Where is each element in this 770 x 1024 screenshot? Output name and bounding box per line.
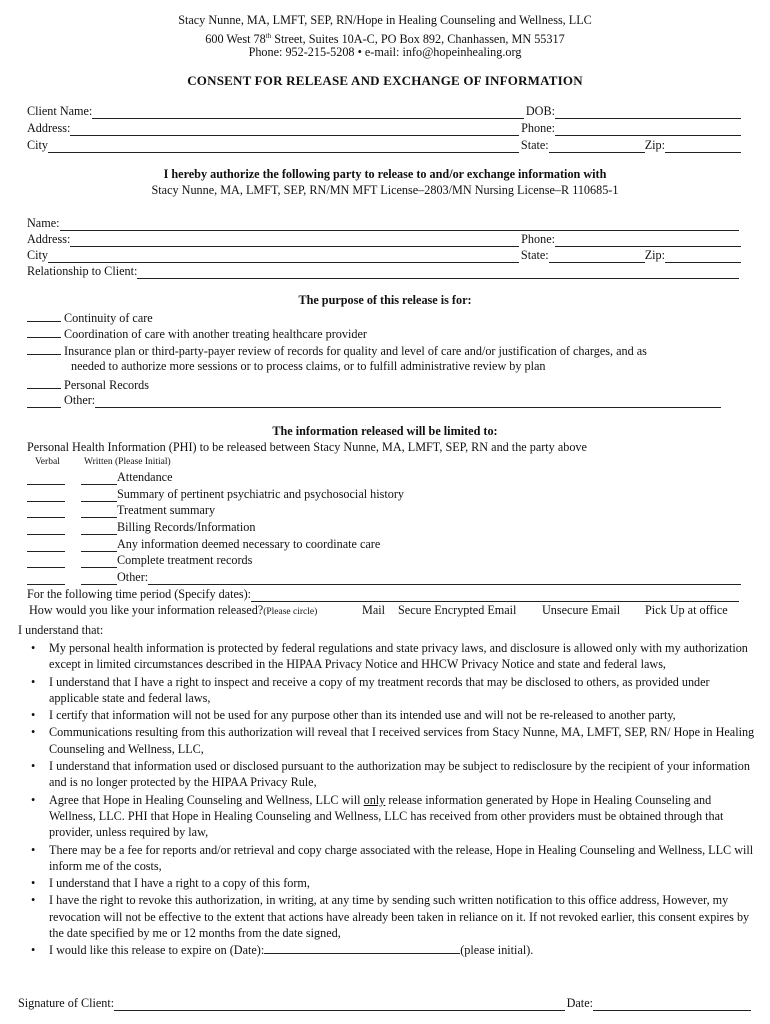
purpose-item-label: Continuity of care <box>64 311 153 325</box>
party-zip-label: Zip: <box>644 248 665 262</box>
form-title: CONSENT FOR RELEASE AND EXCHANGE OF INFORMATION <box>187 73 583 88</box>
understand-item-text: I understand that I have a right to inspect and receive a copy of my treatment records that may be disclosed to others, as provided under applicable state and federal laws, <box>49 674 710 705</box>
party-state-field[interactable] <box>549 250 645 263</box>
party-city-field[interactable] <box>48 250 519 263</box>
verbal-initial-blank[interactable] <box>27 573 65 585</box>
verbal-initial-blank[interactable] <box>27 556 65 568</box>
party-city-row <box>27 247 741 263</box>
understand-item: • I have the right to revoke this authorization, in writing, at any time by sending such written notification to this office address, However, my revocation will not be effective to the extent that actions have already been taken in reliance on it. If not revoked earlier, this consent expires by the date specified by me or 12 months from the date signed, <box>31 893 750 941</box>
client-address-row <box>27 120 741 136</box>
verbal-initial-blank[interactable] <box>27 490 65 502</box>
party-phone-field[interactable] <box>555 234 741 247</box>
purpose-item-label: Coordination of care with another treating healthcare provider <box>64 327 367 341</box>
purpose-item-label: Insurance plan or third-party-payer review of records for quality and level of care and/or justification of charges, and as <box>64 344 647 358</box>
release-method-question <box>29 603 317 618</box>
header-contact: Phone: 952-215-5208 • e-mail: info@hopeinhealing.org <box>248 45 522 59</box>
purpose-check-blank[interactable] <box>27 396 61 408</box>
time-period-field[interactable] <box>251 589 739 602</box>
understand-list <box>27 640 757 960</box>
party-address-row <box>27 231 741 247</box>
purpose-heading: The purpose of this release is for: <box>298 293 472 307</box>
party-name-field[interactable] <box>60 218 740 231</box>
party-address-label: Address: <box>27 232 71 246</box>
purpose-item <box>27 377 149 393</box>
understand-item: • I certify that information will not be used for any purpose other than its intended use and will not be re-released to another party, <box>31 708 676 723</box>
signature-field[interactable] <box>114 998 564 1011</box>
limited-item-label: Treatment summary <box>117 503 216 517</box>
verbal-initial-blank[interactable] <box>27 506 65 518</box>
header-address-post: Street, Suites 10A-C, PO Box 892, Chanhassen, MN 55317 <box>271 32 565 47</box>
limited-item-label: Complete treatment records <box>117 553 253 567</box>
relationship-field[interactable] <box>137 266 739 279</box>
option-unsecure-email[interactable]: Unsecure Email <box>542 603 621 617</box>
limited-item <box>27 570 741 585</box>
understand-item-text: Agree that Hope in Healing Counseling and Wellness, LLC will <box>49 792 364 807</box>
limited-item <box>27 503 215 518</box>
purpose-check-blank[interactable] <box>27 377 61 389</box>
client-address-label: Address: <box>27 121 71 135</box>
written-initial-blank[interactable] <box>81 523 117 535</box>
party-zip-field[interactable] <box>665 250 741 263</box>
release-method-note: (Please circle) <box>263 607 318 617</box>
purpose-item <box>27 343 647 359</box>
client-state-label: State: <box>520 138 549 152</box>
option-pick-up[interactable]: Pick Up at office <box>645 603 728 617</box>
party-state-label: State: <box>520 248 549 262</box>
signature-label: Signature of Client: <box>18 996 115 1010</box>
header-practice-name: Stacy Nunne, MA, LMFT, SEP, RN/Hope in Healing Counseling and Wellness, LLC <box>178 13 592 27</box>
understand-item: • I understand that I have a right to a copy of this form, <box>31 876 310 891</box>
purpose-item-continuation: needed to authorize more sessions or to process claims, or to fulfill administrative review by plan <box>71 359 546 373</box>
verbal-column-header: Verbal <box>35 457 60 467</box>
client-name-field[interactable] <box>92 106 524 119</box>
client-zip-label: Zip: <box>644 138 665 152</box>
header-address-pre: 600 West 78 <box>205 32 266 47</box>
dob-field[interactable] <box>555 106 741 119</box>
client-phone-field[interactable] <box>555 123 741 136</box>
understand-item: • Agree that Hope in Healing Counseling and Wellness, LLC will only release information generated by Hope in Healing Counseling and Wellness, LLC. PHI that Hope in Healing Counseling and Wellness, LLC has received from other providers must be obtained through that provider, unless required by law, <box>31 792 724 840</box>
verbal-initial-blank[interactable] <box>27 473 65 485</box>
purpose-other-label: Other: <box>64 393 96 407</box>
understand-item: • I understand that I have a right to inspect and receive a copy of my treatment records that may be disclosed to others, as provided under applicable state and federal laws, <box>31 674 710 705</box>
understand-item: • There may be a fee for reports and/or retrieval and copy charge associated with the release, Hope in Healing Counseling and Wellness, LLC will inform me of the costs, <box>31 842 754 873</box>
written-initial-blank[interactable] <box>81 490 117 502</box>
release-method-label: How would you like your information released? <box>29 603 264 617</box>
client-zip-field[interactable] <box>665 140 741 153</box>
written-initial-blank[interactable] <box>81 506 117 518</box>
signature-date-field[interactable] <box>593 998 751 1011</box>
limited-item <box>27 487 404 502</box>
understand-item: • I understand that information used or disclosed pursuant to the authorization may be subject to redisclosure by the recipient of your information and is no longer protected by the HIPAA Privacy Rule, <box>31 759 750 790</box>
verbal-initial-blank[interactable] <box>27 523 65 535</box>
purpose-check-blank[interactable] <box>27 343 61 355</box>
authorize-provider: Stacy Nunne, MA, LMFT, SEP, RN/MN MFT License–2803/MN Nursing License–R 110685-1 <box>151 183 619 197</box>
limited-item-label: Any information deemed necessary to coordinate care <box>117 537 381 551</box>
purpose-item-label: Personal Records <box>64 378 150 392</box>
expire-date-suffix: (please initial). <box>460 943 534 958</box>
party-name-row <box>27 215 741 231</box>
signature-date-label: Date: <box>566 996 593 1010</box>
expire-date-field[interactable] <box>264 942 460 954</box>
understand-heading: I understand that: <box>18 623 104 637</box>
limited-item-label: Attendance <box>117 470 173 484</box>
purpose-other-row <box>27 392 723 408</box>
purpose-other-field[interactable] <box>95 395 721 408</box>
purpose-item <box>27 326 367 342</box>
limited-item <box>27 553 252 568</box>
phi-statement: Personal Health Information (PHI) to be released between Stacy Nunne, MA, LMFT, SEP, RN and the party above <box>27 440 587 454</box>
limited-other-field[interactable] <box>148 573 741 585</box>
time-period-row <box>27 586 741 602</box>
written-initial-blank[interactable] <box>81 556 117 568</box>
understand-item-text: Communications resulting from this authorization will reveal that I received services from Stacy Nunne, MA, LMFT, SEP, RN/ Hope in Healing Counseling and Wellness, LLC, <box>49 725 755 756</box>
understand-item-text: My personal health information is protected by federal regulations and state privacy laws, and disclosure is allowed only with my authorization except in limited circumstances described in the HIPAA Privacy Notice and HHCW Privacy Notice and state and federal laws, <box>49 641 748 672</box>
authorize-statement: I hereby authorize the following party to release to and/or exchange information with <box>163 167 607 181</box>
party-name-label: Name: <box>27 216 60 230</box>
understand-item-text: I understand that I have a right to a copy of this form, <box>49 876 310 891</box>
limited-item-label: Billing Records/Information <box>117 520 256 534</box>
time-period-label: For the following time period (Specify dates): <box>27 587 252 601</box>
relationship-label: Relationship to Client: <box>27 264 138 278</box>
option-mail[interactable]: Mail <box>362 603 386 617</box>
understand-item-text: I have the right to revoke this authorization, in writing, at any time by sending such written notification to this office address, However, my revocation will not be effective to the extent that actions have already been taken in reliance on it. If not revoked earlier, this consent expires by the date specified by me or 12 months from the date signed, <box>49 893 750 941</box>
underlined-only: only <box>363 792 386 807</box>
header-address-sup: th <box>265 32 272 40</box>
dob-label: DOB: <box>525 104 555 118</box>
understand-item-text: I would like this release to expire on (Date): <box>49 943 265 958</box>
option-secure-email[interactable]: Secure Encrypted Email <box>398 603 517 617</box>
understand-item-text: I understand that information used or disclosed pursuant to the authorization may be subject to redisclosure by the recipient of your information and is no longer protected by the HIPAA Privacy Rule, <box>49 759 750 790</box>
relationship-row <box>27 263 741 279</box>
party-city-label: City <box>27 248 48 262</box>
written-initial-blank[interactable] <box>81 573 117 585</box>
purpose-item <box>27 310 153 326</box>
written-initial-blank[interactable] <box>81 540 117 552</box>
purpose-check-blank[interactable] <box>27 310 61 322</box>
limited-item <box>27 470 173 485</box>
limited-item-label: Summary of pertinent psychiatric and psychosocial history <box>117 487 405 501</box>
limited-item <box>27 520 255 535</box>
signature-row <box>18 995 751 1011</box>
understand-item-text-rest: release information generated by Hope in Healing Counseling and Wellness, LLC. PHI that Hope in Healing Counseling and Wellness, LLC has received from other providers must be obtained through that provider, unless required by law, <box>49 792 724 840</box>
client-state-field[interactable] <box>549 140 645 153</box>
client-city-field[interactable] <box>48 140 519 153</box>
client-name-label: Client Name: <box>27 104 93 118</box>
understand-item: • My personal health information is protected by federal regulations and state privacy laws, and disclosure is allowed only with my authorization except in limited circumstances described in the HIPAA Privacy Notice and HHCW Privacy Notice and state and federal laws, <box>31 641 748 672</box>
client-address-field[interactable] <box>70 123 519 136</box>
client-phone-label: Phone: <box>521 121 555 135</box>
client-city-row <box>27 137 741 153</box>
limited-item-label: Other: <box>117 570 149 584</box>
written-column-header: Written (Please Initial) <box>84 457 171 467</box>
limited-item <box>27 537 380 552</box>
party-address-field[interactable] <box>70 234 519 247</box>
verbal-initial-blank[interactable] <box>27 540 65 552</box>
understand-item: • Communications resulting from this authorization will reveal that I received services from Stacy Nunne, MA, LMFT, SEP, RN/ Hope in Healing Counseling and Wellness, LLC, <box>31 725 755 756</box>
client-name-row <box>27 103 741 119</box>
limited-heading: The information released will be limited to: <box>272 424 498 438</box>
party-phone-label: Phone: <box>521 232 555 246</box>
understand-item-text: There may be a fee for reports and/or retrieval and copy charge associated with the release, Hope in Healing Counseling and Wellness, LLC will inform me of the costs, <box>49 842 754 873</box>
understand-item-text: I certify that information will not be used for any purpose other than its intended use and will not be re-released to another party, <box>49 708 676 723</box>
client-city-label: City <box>27 138 48 152</box>
purpose-check-blank[interactable] <box>27 326 61 338</box>
understand-item: • I would like this release to expire on (Date): (please initial). <box>31 943 534 958</box>
written-initial-blank[interactable] <box>81 473 117 485</box>
